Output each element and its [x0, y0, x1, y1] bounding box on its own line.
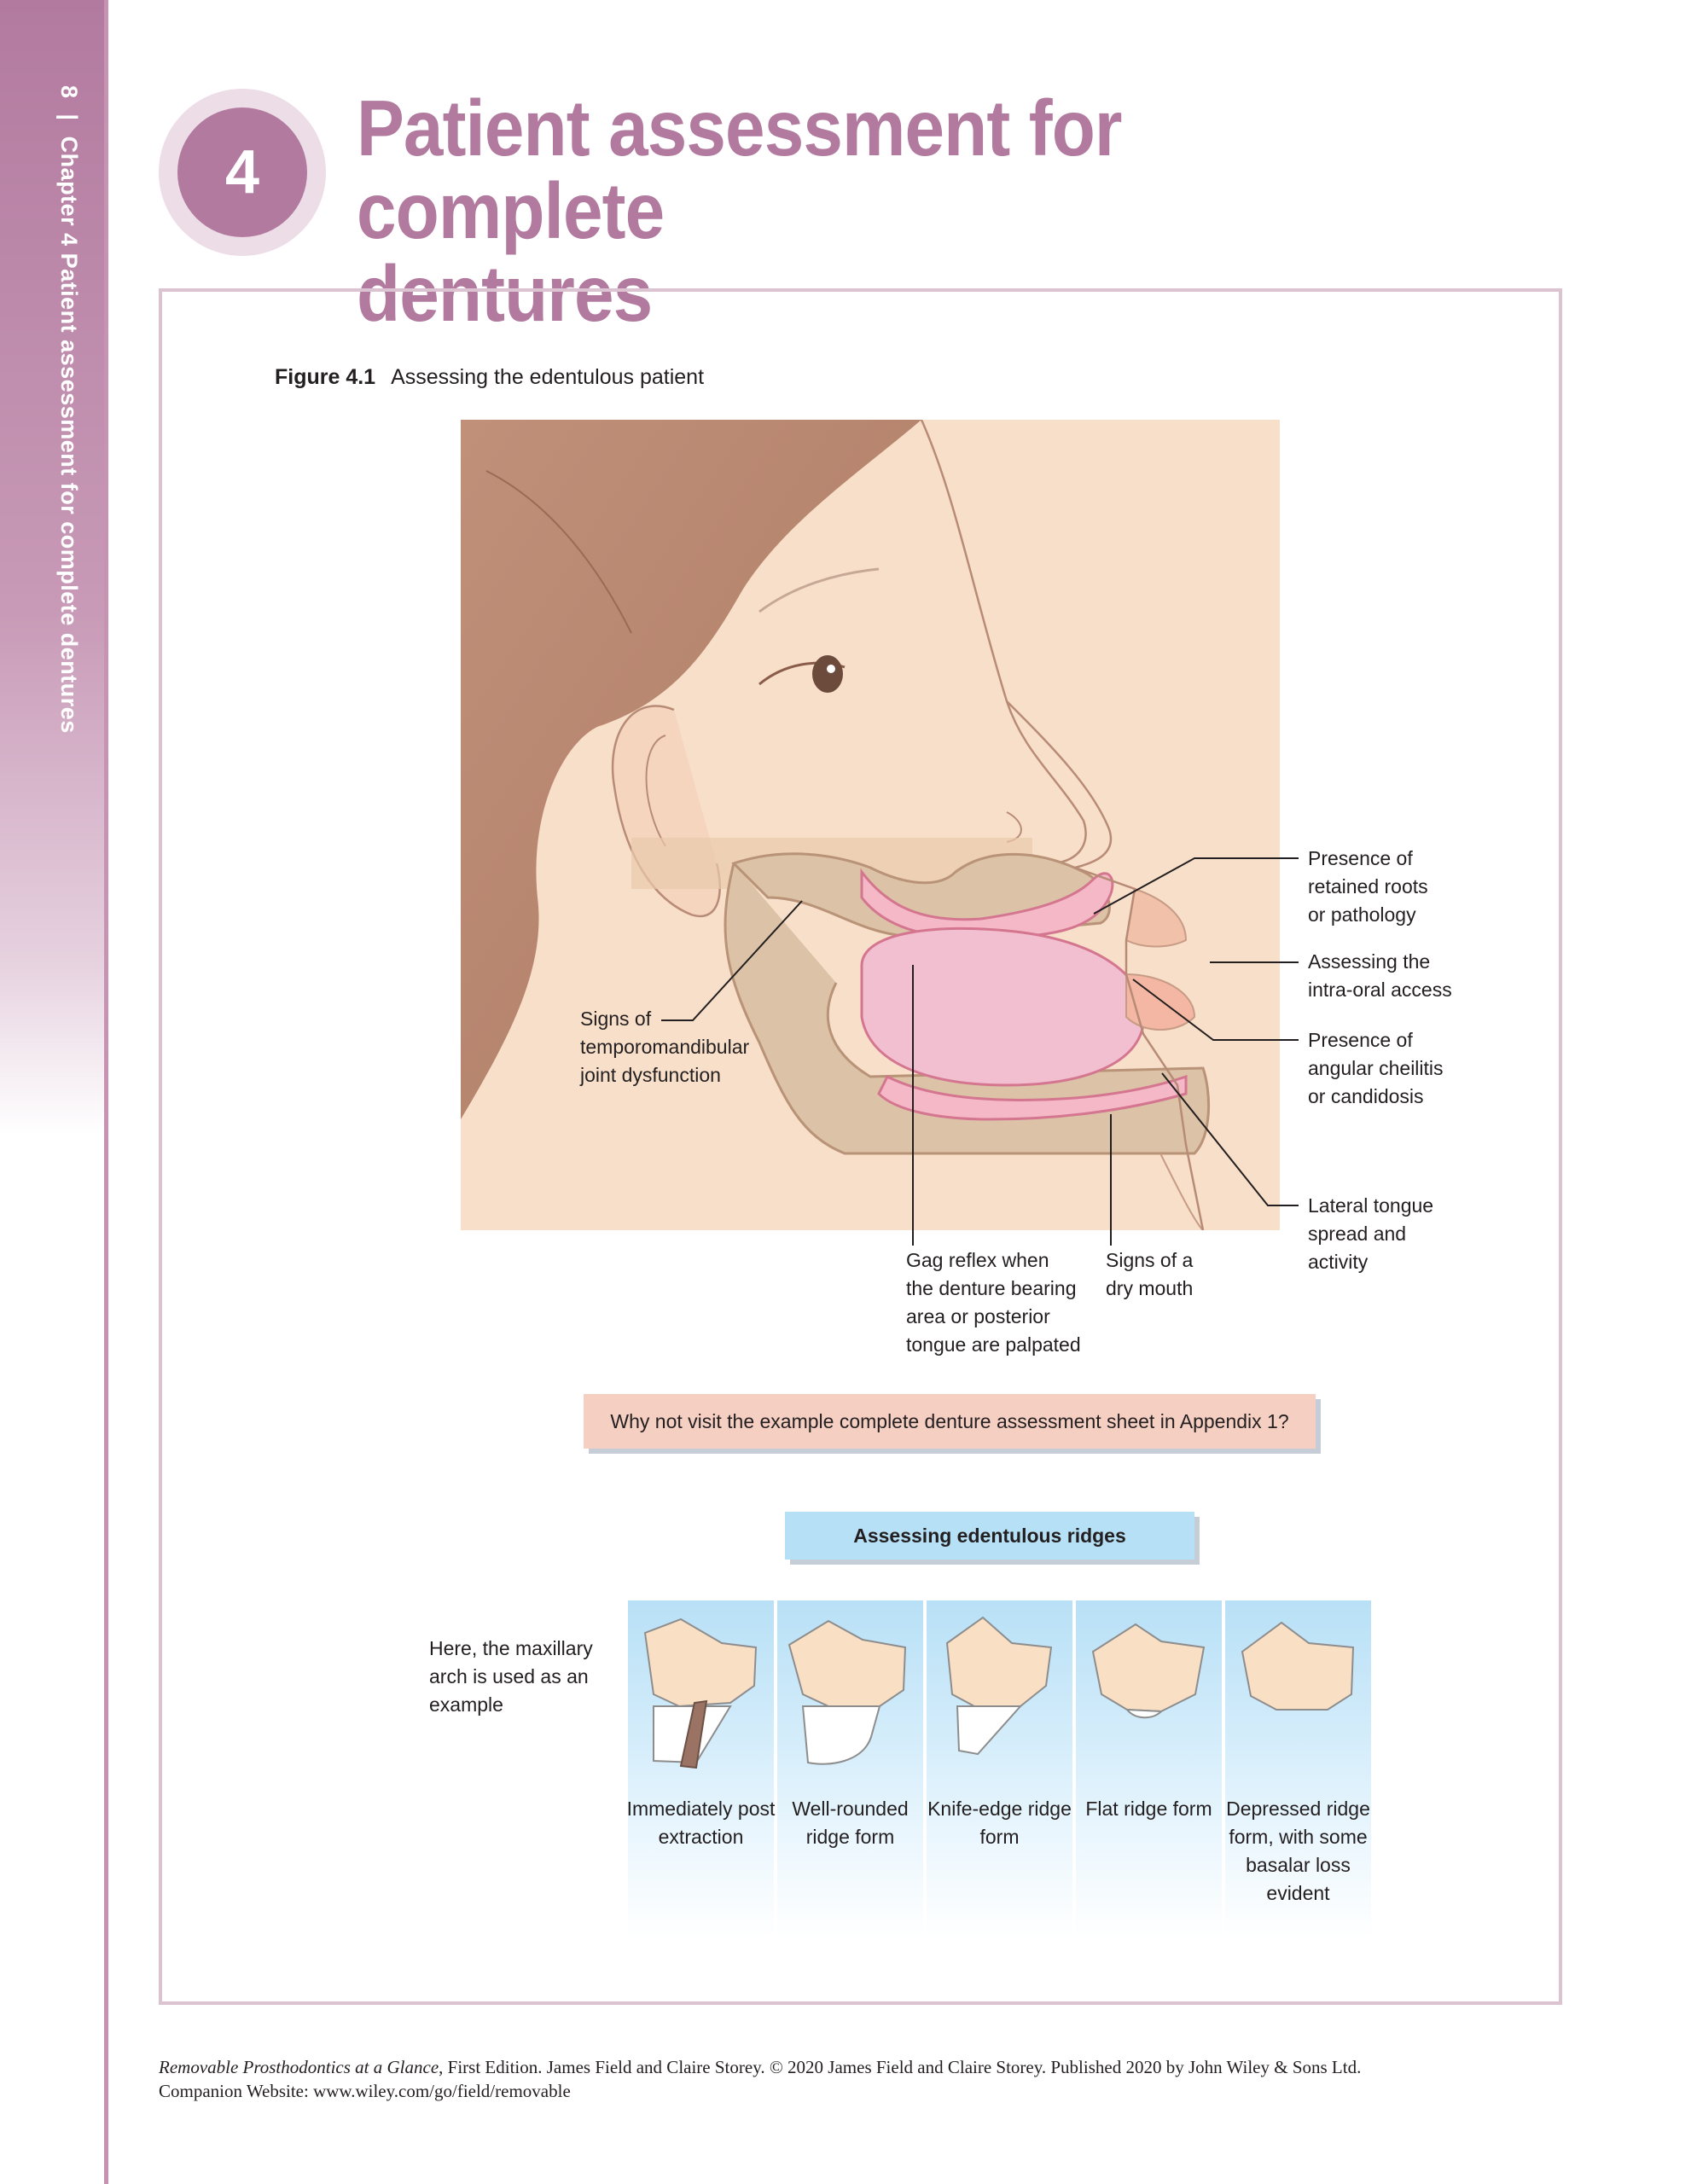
footer-companion-website: Companion Website: www.wiley.com/go/field/removable [159, 2081, 571, 2101]
annotation-cheilitis [1308, 1026, 1444, 1111]
ridge-knife-edge-diagram [927, 1600, 1072, 1797]
ridges-heading-text: Assessing edentulous ridges [853, 1524, 1126, 1547]
annotation-gag-line-1: Gag reflex when [906, 1249, 1049, 1271]
annotation-tmj-line-3: joint dysfunction [580, 1064, 721, 1086]
ridge-label-knife-edge: Knife-edge ridge form [927, 1798, 1072, 1848]
ridge-post-extraction-diagram [628, 1600, 774, 1797]
ridge-flat-diagram [1076, 1600, 1222, 1797]
ridges-heading [785, 1512, 1194, 1560]
figure-title: Assessing the edentulous patient [391, 365, 705, 389]
ridges-note-line-3: example [429, 1693, 503, 1716]
page-title-line-1: Patient assessment for complete [357, 84, 1122, 255]
figure-label: Figure 4.1 [275, 365, 376, 389]
footer-book-title: Removable Prosthodontics at a Glance [159, 2057, 439, 2077]
ridge-label-post-extraction: Immediately post extraction [626, 1798, 776, 1848]
appendix-callout [584, 1394, 1316, 1449]
annotation-gag-line-4: tongue are palpated [906, 1333, 1081, 1356]
ridge-label-depressed: Depressed ridge form, with some basalar loss evident [1226, 1798, 1370, 1904]
annotation-cheilitis-line-3: or candidosis [1308, 1085, 1424, 1107]
page-footer [159, 2055, 1609, 2103]
annotation-gag [906, 1246, 1081, 1359]
ridges-note [429, 1635, 593, 1719]
ridge-panel-knife-edge [927, 1600, 1072, 1938]
annotation-tongue [1308, 1192, 1433, 1276]
annotation-dry [1106, 1246, 1193, 1303]
footer-citation [159, 2055, 1609, 2079]
leader-cheilitis [1133, 979, 1299, 1040]
annotation-roots-line-1: Presence of [1308, 847, 1413, 869]
ridge-panel-depressed [1225, 1600, 1371, 1938]
ridges-note-line-1: Here, the maxillary [429, 1637, 593, 1659]
annotation-tongue-line-2: spread and [1308, 1223, 1407, 1245]
annotation-cheilitis-line-1: Presence of [1308, 1029, 1413, 1051]
annotation-tongue-line-1: Lateral tongue [1308, 1194, 1434, 1217]
appendix-callout-text: Why not visit the example complete denture assessment sheet in Appendix 1? [610, 1409, 1289, 1432]
chapter-number: 4 [177, 107, 307, 237]
annotation-access [1308, 948, 1452, 1004]
annotation-tmj [580, 1005, 749, 1089]
ridge-label-well-rounded: Well-rounded ridge form [792, 1798, 909, 1848]
ridge-depressed-diagram [1225, 1600, 1371, 1797]
ridge-well-rounded-diagram [777, 1600, 923, 1797]
annotation-roots [1308, 845, 1428, 929]
page-number: 8 [56, 85, 82, 99]
running-head-separator: | [56, 113, 82, 121]
ridge-panel-flat [1076, 1600, 1222, 1938]
annotation-dry-line-1: Signs of a [1106, 1249, 1194, 1271]
footer-citation-text: , First Edition. James Field and Claire Storey. © 2020 James Field and Claire Storey. Published 2020 by John Wiley & Sons Ltd. [439, 2057, 1362, 2077]
annotation-roots-line-3: or pathology [1308, 903, 1416, 926]
annotation-tmj-line-1: Signs of [580, 1008, 652, 1030]
annotation-access-line-2: intra-oral access [1308, 979, 1452, 1001]
annotation-tongue-line-3: activity [1308, 1251, 1369, 1273]
annotation-dry-line-2: dry mouth [1106, 1277, 1194, 1299]
ridge-panel-well-rounded [777, 1600, 923, 1938]
annotation-gag-line-2: the denture bearing [906, 1277, 1077, 1299]
ridge-panel-post-extraction [628, 1600, 774, 1938]
ridge-label-flat: Flat ridge form [1085, 1798, 1212, 1820]
page-title-line-2: dentures [357, 249, 653, 338]
leader-tmj [661, 901, 802, 1020]
leader-tongue [1162, 1073, 1299, 1205]
annotation-gag-line-3: area or posterior [906, 1305, 1050, 1327]
leader-roots [1094, 858, 1299, 914]
annotation-tmj-line-2: temporomandibular [580, 1036, 750, 1058]
annotation-cheilitis-line-2: angular cheilitis [1308, 1057, 1444, 1079]
annotation-roots-line-2: retained roots [1308, 875, 1428, 897]
running-head-text: Chapter 4 Patient assessment for complete dentures [56, 136, 82, 734]
annotation-access-line-1: Assessing the [1308, 950, 1431, 973]
ridges-note-line-2: arch is used as an [429, 1665, 589, 1687]
